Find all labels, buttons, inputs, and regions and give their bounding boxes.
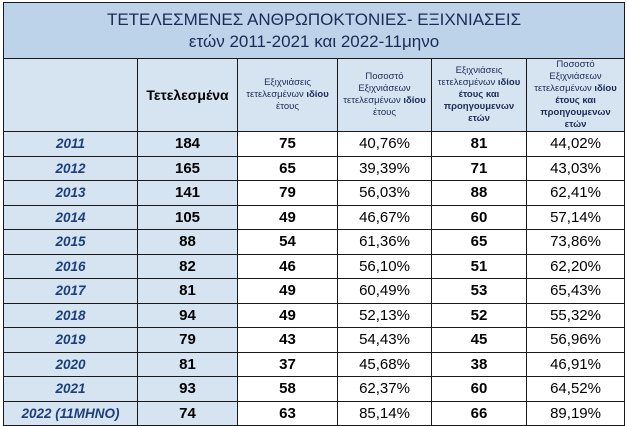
completed-cell: 93	[138, 377, 238, 402]
year-cell: 2019	[4, 328, 138, 353]
table-title	[4, 3, 625, 59]
table-row	[4, 205, 625, 230]
pct-incl-previous-cell: 46,91%	[527, 352, 625, 377]
table-row	[4, 328, 625, 353]
solved-incl-previous-cell: 66	[432, 401, 527, 426]
solved-incl-previous-cell: 51	[432, 254, 527, 279]
table-row	[4, 401, 625, 426]
year-cell: 2022 (11ΜΗΝΟ)	[4, 401, 138, 426]
homicide-statistics-table-wrapper	[3, 2, 624, 422]
table-row	[4, 352, 625, 377]
year-cell: 2014	[4, 205, 138, 230]
year-cell: 2013	[4, 181, 138, 206]
table-row	[4, 279, 625, 304]
pct-same-year-cell: 40,76%	[338, 132, 432, 157]
pct-incl-previous-cell: 62,41%	[527, 181, 625, 206]
solved-same-year-cell: 49	[238, 279, 338, 304]
solved-incl-previous-cell: 45	[432, 328, 527, 353]
pct-incl-previous-cell: 57,14%	[527, 205, 625, 230]
completed-cell: 165	[138, 156, 238, 181]
solved-incl-previous-cell: 38	[432, 352, 527, 377]
solved-same-year-cell: 54	[238, 230, 338, 255]
pct-incl-previous-cell: 73,86%	[527, 230, 625, 255]
completed-cell: 88	[138, 230, 238, 255]
completed-cell: 74	[138, 401, 238, 426]
completed-cell: 82	[138, 254, 238, 279]
title-row	[4, 3, 625, 59]
solved-same-year-cell: 79	[238, 181, 338, 206]
solved-incl-previous-cell: 71	[432, 156, 527, 181]
solved-incl-previous-cell: 53	[432, 279, 527, 304]
solved-same-year-cell: 58	[238, 377, 338, 402]
header-solved-incl-previous: Εξιχνιάσεις τετελεσμένων ιδίου έτους και προηγουμενων ετών	[432, 59, 527, 132]
pct-same-year-cell: 39,39%	[338, 156, 432, 181]
completed-cell: 105	[138, 205, 238, 230]
pct-incl-previous-cell: 43,03%	[527, 156, 625, 181]
solved-same-year-cell: 49	[238, 205, 338, 230]
completed-cell: 81	[138, 279, 238, 304]
solved-same-year-cell: 46	[238, 254, 338, 279]
pct-same-year-cell: 45,68%	[338, 352, 432, 377]
title-line-2: ετών 2011-2021 και 2022-11μηνο	[188, 31, 440, 51]
year-cell: 2011	[4, 132, 138, 157]
pct-incl-previous-cell: 65,43%	[527, 279, 625, 304]
table-row	[4, 377, 625, 402]
table-row	[4, 156, 625, 181]
solved-same-year-cell: 37	[238, 352, 338, 377]
table-row	[4, 303, 625, 328]
pct-same-year-cell: 46,67%	[338, 205, 432, 230]
year-cell: 2012	[4, 156, 138, 181]
pct-same-year-cell: 61,36%	[338, 230, 432, 255]
table-row	[4, 254, 625, 279]
pct-incl-previous-cell: 64,52%	[527, 377, 625, 402]
solved-incl-previous-cell: 60	[432, 205, 527, 230]
pct-incl-previous-cell: 56,96%	[527, 328, 625, 353]
header-row	[4, 59, 625, 132]
solved-incl-previous-cell: 88	[432, 181, 527, 206]
solved-incl-previous-cell: 52	[432, 303, 527, 328]
pct-same-year-cell: 56,03%	[338, 181, 432, 206]
header-completed: Τετελεσμένα	[138, 59, 238, 132]
solved-incl-previous-cell: 65	[432, 230, 527, 255]
header-pct-incl-previous: Ποσοστό Εξιχνιάσεων τετελεσμένων ιδίου έτους και προηγουμενων ετών	[527, 59, 625, 132]
pct-same-year-cell: 85,14%	[338, 401, 432, 426]
header-empty-cell	[4, 59, 138, 132]
pct-same-year-cell: 60,49%	[338, 279, 432, 304]
pct-incl-previous-cell: 44,02%	[527, 132, 625, 157]
completed-cell: 94	[138, 303, 238, 328]
pct-same-year-cell: 52,13%	[338, 303, 432, 328]
solved-same-year-cell: 43	[238, 328, 338, 353]
pct-incl-previous-cell: 55,32%	[527, 303, 625, 328]
pct-same-year-cell: 62,37%	[338, 377, 432, 402]
pct-incl-previous-cell: 89,19%	[527, 401, 625, 426]
year-cell: 2020	[4, 352, 138, 377]
pct-same-year-cell: 54,43%	[338, 328, 432, 353]
completed-cell: 184	[138, 132, 238, 157]
solved-same-year-cell: 49	[238, 303, 338, 328]
year-cell: 2015	[4, 230, 138, 255]
year-cell: 2016	[4, 254, 138, 279]
solved-incl-previous-cell: 81	[432, 132, 527, 157]
title-line-1: ΤΕΤΕΛΕΣΜΕΝΕΣ ΑΝΘΡΩΠΟΚΤΟΝΙΕΣ- ΕΞΙΧΝΙΑΣΕΙΣ	[106, 9, 522, 29]
table-row	[4, 230, 625, 255]
completed-cell: 81	[138, 352, 238, 377]
solved-same-year-cell: 75	[238, 132, 338, 157]
table-body	[4, 3, 625, 426]
year-cell: 2017	[4, 279, 138, 304]
year-cell: 2021	[4, 377, 138, 402]
solved-incl-previous-cell: 60	[432, 377, 527, 402]
table-row	[4, 181, 625, 206]
completed-cell: 79	[138, 328, 238, 353]
solved-same-year-cell: 65	[238, 156, 338, 181]
pct-incl-previous-cell: 62,20%	[527, 254, 625, 279]
year-cell: 2018	[4, 303, 138, 328]
pct-same-year-cell: 56,10%	[338, 254, 432, 279]
header-solved-same-year: Εξιχνιάσεις τετελεσμένων ιδίου έτους	[238, 59, 338, 132]
table-row	[4, 132, 625, 157]
homicide-statistics-table	[3, 2, 625, 426]
header-pct-same-year: Ποσοστό Εξιχνιάσεων τετελεσμένων ιδίου έτους	[338, 59, 432, 132]
completed-cell: 141	[138, 181, 238, 206]
solved-same-year-cell: 63	[238, 401, 338, 426]
